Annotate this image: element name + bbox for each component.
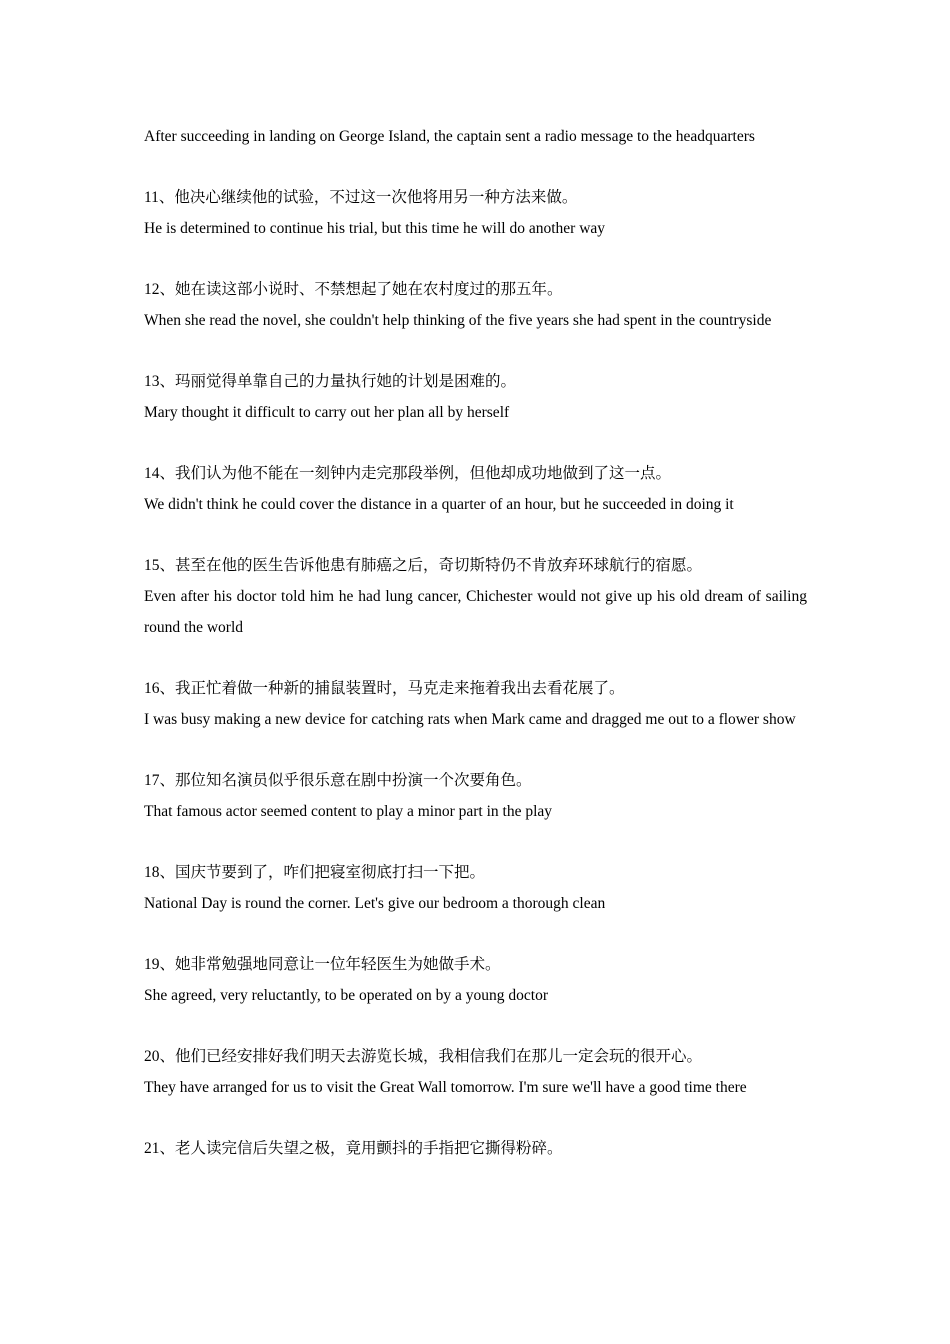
chinese-sentence: 11、他决心继续他的试验，不过这一次他将用另一种方法来做。 [144, 189, 578, 206]
chinese-sentence: 16、我正忙着做一种新的捕鼠装置时，马克走来拖着我出去看花展了。 [144, 680, 625, 697]
paragraph-gap [144, 520, 807, 550]
english-translation: Even after his doctor told him he had lung cancer, Chichester would not give up his old dream of sailing round the world [144, 588, 807, 636]
english-translation: We didn't think he could cover the distance in a quarter of an hour, but he succeeded in doing it [144, 496, 734, 513]
paragraph-gap [144, 152, 807, 182]
chinese-sentence: 12、她在读这部小说时、不禁想起了她在农村度过的那五年。 [144, 281, 563, 298]
english-translation: Mary thought it difficult to carry out her plan all by herself [144, 404, 510, 421]
chinese-sentence: 18、国庆节要到了，咋们把寝室彻底打扫一下把。 [144, 864, 486, 881]
english-translation: National Day is round the corner. Let's give our bedroom a thorough clean [144, 895, 606, 912]
chinese-sentence: 19、她非常勉强地同意让一位年轻医生为她做手术。 [144, 956, 501, 973]
paragraph-gap [144, 336, 807, 366]
paragraph-gap [144, 643, 807, 673]
english-translation: After succeeding in landing on George Island, the captain sent a radio message to the headquarters [144, 128, 755, 145]
paragraph-gap [144, 1011, 807, 1041]
english-translation: I was busy making a new device for catching rats when Mark came and dragged me out to a flower show [144, 711, 796, 728]
chinese-sentence: 17、那位知名演员似乎很乐意在剧中扮演一个次要角色。 [144, 772, 532, 789]
english-translation: When she read the novel, she couldn't help thinking of the five years she had spent in the countryside [144, 312, 772, 329]
english-translation: They have arranged for us to visit the Great Wall tomorrow. I'm sure we'll have a good time there [144, 1079, 747, 1096]
chinese-sentence: 13、玛丽觉得单靠自己的力量执行她的计划是困难的。 [144, 373, 517, 390]
document-body [144, 121, 807, 1164]
paragraph-gap [144, 827, 807, 857]
chinese-sentence: 20、他们已经安排好我们明天去游览长城，我相信我们在那儿一定会玩的很开心。 [144, 1048, 703, 1065]
paragraph-gap [144, 244, 807, 274]
paragraph-gap [144, 735, 807, 765]
paragraph-gap [144, 428, 807, 458]
paragraph-gap [144, 919, 807, 949]
english-translation: He is determined to continue his trial, but this time he will do another way [144, 220, 606, 237]
paragraph-gap [144, 1103, 807, 1133]
english-translation: She agreed, very reluctantly, to be operated on by a young doctor [144, 987, 549, 1004]
chinese-sentence: 15、甚至在他的医生告诉他患有肺癌之后，奇切斯特仍不肯放弃环球航行的宿愿。 [144, 557, 703, 574]
english-translation: That famous actor seemed content to play a minor part in the play [144, 803, 553, 820]
chinese-sentence: 14、我们认为他不能在一刻钟内走完那段举例，但他却成功地做到了这一点。 [144, 465, 672, 482]
chinese-sentence: 21、老人读完信后失望之极，竟用颤抖的手指把它撕得粉碎。 [144, 1140, 563, 1157]
